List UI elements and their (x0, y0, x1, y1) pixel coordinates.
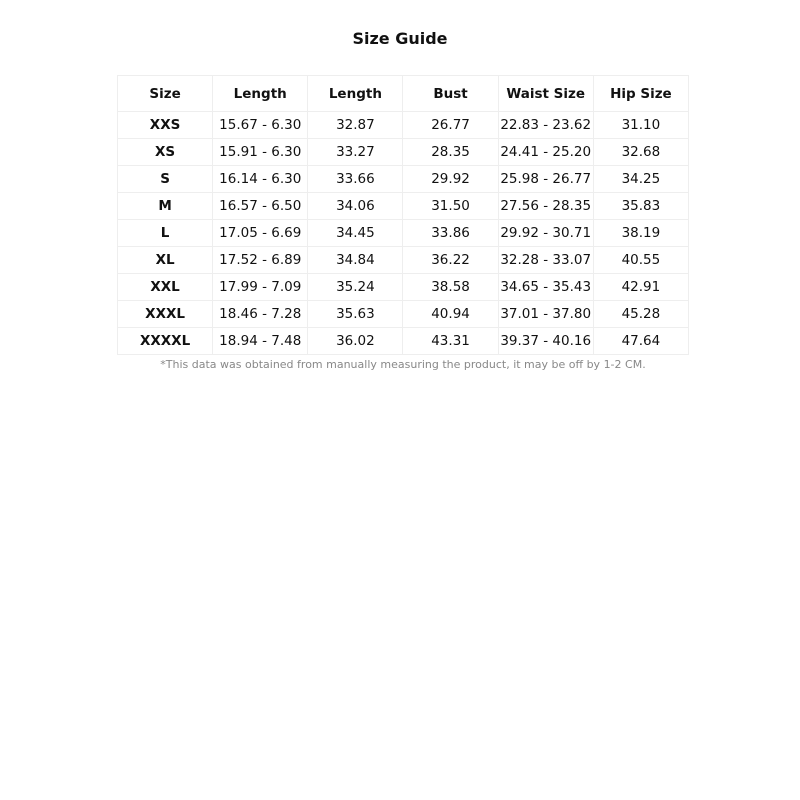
table-cell: 45.28 (593, 301, 688, 328)
page-title: Size Guide (352, 29, 448, 48)
table-cell: 34.25 (593, 166, 688, 193)
table-row (118, 166, 689, 193)
size-label-cell: XXS (118, 112, 213, 139)
table-cell: 28.35 (403, 139, 498, 166)
column-header: Hip Size (593, 76, 688, 112)
size-label-cell: XS (118, 139, 213, 166)
table-cell: 16.57 - 6.50 (213, 193, 308, 220)
table-cell: 32.87 (308, 112, 403, 139)
table-cell: 35.24 (308, 274, 403, 301)
table-cell: 18.94 - 7.48 (213, 328, 308, 355)
size-guide-table (117, 75, 689, 355)
table-row (118, 193, 689, 220)
column-header: Size (118, 76, 213, 112)
size-label-cell: XXXXL (118, 328, 213, 355)
size-label-cell: S (118, 166, 213, 193)
measurement-note: *This data was obtained from manually measuring the product, it may be off by 1-2 CM. (160, 358, 646, 371)
table-cell: 27.56 - 28.35 (498, 193, 593, 220)
table-cell: 43.31 (403, 328, 498, 355)
table-cell: 47.64 (593, 328, 688, 355)
table-cell: 34.84 (308, 247, 403, 274)
size-label-cell: XXL (118, 274, 213, 301)
table-cell: 24.41 - 25.20 (498, 139, 593, 166)
size-label-cell: M (118, 193, 213, 220)
table-cell: 22.83 - 23.62 (498, 112, 593, 139)
table-cell: 39.37 - 40.16 (498, 328, 593, 355)
table-body (118, 112, 689, 355)
table-cell: 33.86 (403, 220, 498, 247)
table-cell: 31.50 (403, 193, 498, 220)
table-row (118, 139, 689, 166)
table-cell: 25.98 - 26.77 (498, 166, 593, 193)
table-cell: 29.92 (403, 166, 498, 193)
table-row (118, 247, 689, 274)
table-cell: 26.77 (403, 112, 498, 139)
size-label-cell: L (118, 220, 213, 247)
table-row (118, 328, 689, 355)
table-cell: 37.01 - 37.80 (498, 301, 593, 328)
table-cell: 29.92 - 30.71 (498, 220, 593, 247)
table-cell: 33.66 (308, 166, 403, 193)
table-row (118, 274, 689, 301)
table-cell: 38.58 (403, 274, 498, 301)
table-row (118, 301, 689, 328)
table-cell: 17.99 - 7.09 (213, 274, 308, 301)
column-header: Bust (403, 76, 498, 112)
table-cell: 17.05 - 6.69 (213, 220, 308, 247)
table-cell: 32.68 (593, 139, 688, 166)
table-row (118, 112, 689, 139)
table-cell: 15.67 - 6.30 (213, 112, 308, 139)
table-header-row (118, 76, 689, 112)
table-cell: 18.46 - 7.28 (213, 301, 308, 328)
table-cell: 40.55 (593, 247, 688, 274)
table-cell: 16.14 - 6.30 (213, 166, 308, 193)
table-cell: 34.65 - 35.43 (498, 274, 593, 301)
table-cell: 36.22 (403, 247, 498, 274)
table-cell: 17.52 - 6.89 (213, 247, 308, 274)
table-cell: 33.27 (308, 139, 403, 166)
size-label-cell: XXXL (118, 301, 213, 328)
table-cell: 31.10 (593, 112, 688, 139)
table-cell: 35.63 (308, 301, 403, 328)
column-header: Waist Size (498, 76, 593, 112)
table-cell: 32.28 - 33.07 (498, 247, 593, 274)
table-cell: 15.91 - 6.30 (213, 139, 308, 166)
column-header: Length (213, 76, 308, 112)
table-cell: 40.94 (403, 301, 498, 328)
table-cell: 38.19 (593, 220, 688, 247)
table-cell: 42.91 (593, 274, 688, 301)
table-cell: 34.45 (308, 220, 403, 247)
table-cell: 34.06 (308, 193, 403, 220)
table-row (118, 220, 689, 247)
size-label-cell: XL (118, 247, 213, 274)
table-cell: 35.83 (593, 193, 688, 220)
table-cell: 36.02 (308, 328, 403, 355)
column-header: Length (308, 76, 403, 112)
